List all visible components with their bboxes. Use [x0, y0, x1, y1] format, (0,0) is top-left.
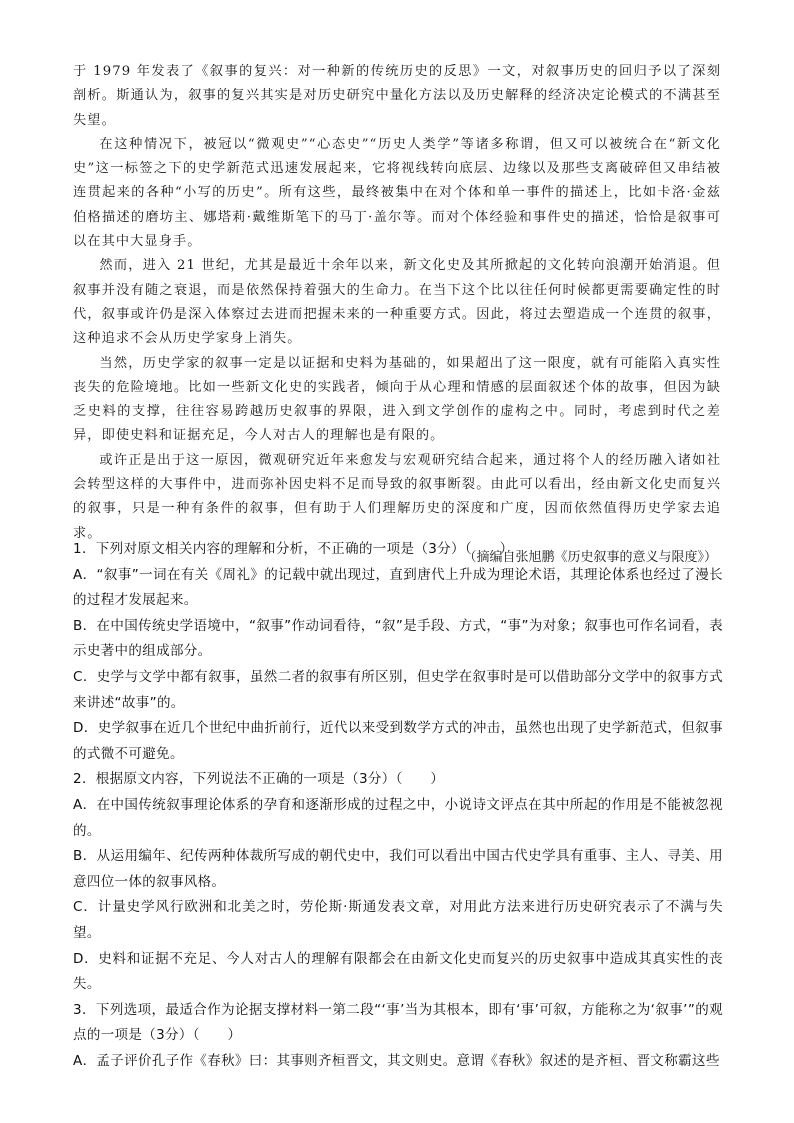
answer-option: A．在中国传统叙事理论体系的孕育和逐渐形成的过程之中，小说诗文评点在其中所起的作用是不能被忽视的。: [73, 796, 723, 839]
answer-option: D．史学叙事在近几个世纪中曲折前行，近代以来受到数学方式的冲击，虽然也出现了史学新范式，但叙事的式微不可避免。: [73, 720, 723, 762]
question-list: [73, 537, 723, 1074]
answer-option: A．孟子评价孔子作《春秋》曰：其事则齐桓晋文，其文则史。意谓《春秋》叙述的是齐桓、晋文称霸这些: [73, 1052, 720, 1069]
answer-option: B．在中国传统史学语境中，“叙事”作动词看待，“叙”是手段、方式，“事”为对象；叙事也可作名词看，表示史著中的组成部分。: [73, 617, 723, 660]
answer-option: D．史料和证据不充足、今人对古人的理解有限都会在由新文化史而复兴的历史叙事中造成其真实性的丧失。: [73, 950, 723, 993]
passage-paragraph: 然而，进入 21 世纪，尤其是最近十余年以来，新文化史及其所掀起的文化转向浪潮开始消退。但叙事并没有随之衰退，而是依然保持着强大的生命力。在当下这个比以往任何时候都更需要确定性的时代，叙事或许仍是深入体察过去进而把握未来的一种重要方式。因此，将过去塑造成一个连贯的叙事，这种追求不会从历史学家身上消失。: [73, 258, 721, 347]
passage-paragraph: 于 1979 年发表了《叙事的复兴：对一种新的传统历史的反思》一文，对叙事历史的回归予以了深刻剖析。斯通认为，叙事的复兴其实是对历史研究中量化方法以及历史解释的经济决定论模式的不满甚至失望。: [73, 64, 721, 128]
passage-paragraph: 在这种情况下，被冠以“微观史”“心态史”“历史人类学”等诸多称谓，但又可以被统合在“新文化史”这一标签之下的史学新范式迅速发展起来，它将视线转向底层、边缘以及那些支离破碎但又串结被连贯起来的各种“小写的历史”。所有这些，最终被集中在对个体和单一事件的描述上，比如卡洛·金兹伯格描述的磨坊主、娜塔莉·戴维斯笔下的马丁·盖尔等。而对个体经验和事件史的描述，恰恰是叙事可以在其中大显身手。: [73, 136, 721, 250]
answer-option: B．从运用编年、纪传两种体裁所写成的朝代史中，我们可以看出中国古代史学具有重事、主人、寻美、用意四位一体的叙事风格。: [73, 848, 723, 890]
question-stem: 3．下列选项，最适合作为论据支撑材料一第二段“‘事’当为其根本，即有‘事’可叙，方能称之为‘叙事’”的观点的一项是（3分）（ ）: [73, 1001, 723, 1044]
answer-option: A．“叙事”一词在有关《周礼》的记载中就出现过，直到唐代上升成为理论术语，其理论体系也经过了漫长的过程才发展起来。: [73, 566, 723, 609]
answer-option: C．计量史学风行欧洲和北美之时，劳伦斯·斯通发表文章，对用此方法来进行历史研究表示了不满与失望。: [73, 899, 723, 941]
question-stem: 1．下列对原文相关内容的理解和分析，不正确的一项是（3分）（ ）: [73, 541, 514, 557]
reading-passage: [73, 60, 721, 570]
question-stem: 2．根据原文内容，下列说法不正确的一项是（3分）（ ）: [73, 771, 445, 788]
passage-source: （摘编自张旭鹏《历史叙事的意义与限度》）: [463, 549, 717, 565]
answer-option: C．史学与文学中都有叙事，虽然二者的叙事有所区别，但史学在叙事时是可以借助部分文学中的叙事方式来讲述“故事”的。: [73, 668, 723, 711]
passage-paragraph: 当然，历史学家的叙事一定是以证据和史料为基础的，如果超出了这一限度，就有可能陷入真实性丧失的危险境地。比如一些新文化史的实践者，倾向于从心理和情感的层面叙述个体的故事，但因为缺乏史料的支撑，往往容易跨越历史叙事的界限，进入到文学创作的虚构之中。同时，考虑到时代之差异，即使史料和证据充足，今人对古人的理解也是有限的。: [73, 355, 721, 444]
passage-paragraph: 或许正是出于这一原因，微观研究近年来愈发与宏观研究结合起来，通过将个人的经历融入诸如社会转型这样的大事件中，进而弥补因史料不足而导致的叙事断裂。由此可以看出，经由新文化史而复兴的叙事，只是一种有条件的叙事，但有助于人们理解历史的深度和广度，因而依然值得历史学家去追求。: [73, 452, 721, 541]
